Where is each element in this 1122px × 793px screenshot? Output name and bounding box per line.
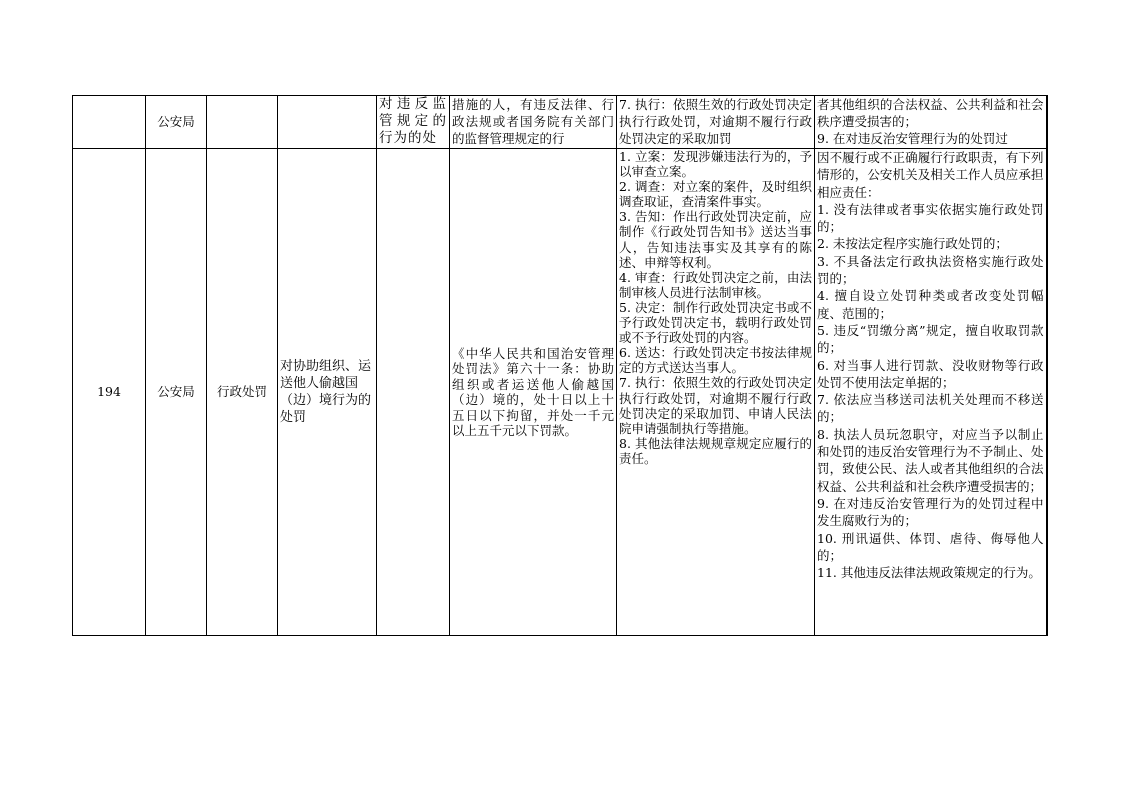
responsibility-line: 4. 擅自设立处罚种类或者改变处罚幅度、范围的； — [817, 288, 1044, 321]
table-row — [73, 96, 1047, 149]
responsibility-line: 5. 违反“罚缴分离”规定，擅自收取罚款的； — [817, 322, 1044, 356]
procedure-cell — [617, 149, 815, 636]
responsibility-line: 2. 未按法定程序实施行政处罚的； — [817, 236, 1008, 252]
legal-basis-cell: 《中华人民共和国治安管理处罚法》第六十一条：协助组织或者运送他人偷越国（边）境的，处十日以上十五日以下拘留，并处一千元以上五千元以下罚款。 — [450, 149, 617, 636]
responsibility-line: 因不履行或不正确履行行政职责，有下列情形的，公安机关及相关工作人员应承担相应责任： — [817, 150, 1044, 200]
procedure-line: 5. 决定：制作行政处罚决定书或不予行政处罚决定书，载明行政处罚或不予行政处罚的内容。 — [619, 299, 812, 346]
responsibility-line: 1. 没有法律或者事实依据实施行政处罚的； — [817, 201, 1044, 235]
procedure-line: 2. 调查：对立案的案件，及时组织调查取证，查清案件事实。 — [619, 179, 812, 210]
responsibility-line: 7. 依法应当移送司法机关处理而不移送的； — [817, 392, 1044, 425]
basis-extra-text: 对违反监管规定的行为的处 — [379, 96, 447, 146]
responsibility-line: 者其他组织的合法权益、公共利益和社会秩序遭受损害的； — [817, 97, 1044, 129]
department-cell: 公安局 — [146, 96, 207, 149]
responsibility-line: 10. 刑讯逼供、体罚、虐待、侮辱他人的； — [817, 530, 1044, 563]
procedure-line: 3. 告知：作出行政处罚决定前，应制作《行政处罚告知书》送达当事人，告知违法事实及其享有的陈述、申辩等权利。 — [619, 209, 812, 270]
procedure-line: 6. 送达：行政处罚决定书按法律规定的方式送达当事人。 — [619, 345, 812, 376]
category-cell — [207, 96, 278, 149]
item-name-cell — [278, 96, 377, 149]
responsibility-cell — [815, 96, 1047, 149]
responsibility-line: 8. 执法人员玩忽职守，对应当予以制止和处罚的违反治安管理行为不予制止、处罚，致使公民、法人或者其他组织的合法权益、公共利益和社会秩序遭受损害的； — [817, 426, 1044, 494]
procedure-line: 1. 立案：发现涉嫌违法行为的，予以审查立案。 — [619, 149, 812, 180]
responsibility-line: 9. 在对违反治安管理行为的处罚过程中发生腐败行为的； — [817, 495, 1044, 529]
responsibility-cell — [815, 149, 1047, 636]
table-row — [73, 149, 1047, 636]
item-name-cell: 对协助组织、运送他人偷越国（边）境行为的处罚 — [278, 149, 377, 636]
responsibility-table — [72, 95, 1048, 636]
category-cell: 行政处罚 — [207, 149, 278, 636]
responsibility-line: 3. 不具备法定行政执法资格实施行政处罚的； — [817, 253, 1044, 287]
procedure-cell — [617, 96, 815, 149]
basis-extra-cell — [377, 149, 450, 636]
procedure-line: 8. 其他法律法规规章规定应履行的责任。 — [619, 435, 812, 466]
row-number — [73, 96, 146, 149]
responsibility-line: 9. 在对违反治安管理行为的处罚过 — [817, 131, 1008, 146]
responsibility-line: 11. 其他违反法律法规政策规定的行为。 — [817, 565, 1041, 581]
procedure-line: 4. 审查：行政处罚决定之前，由法制审核人员进行法制审核。 — [619, 269, 812, 300]
legal-basis-text: 措施的人，有违反法律、行政法规或者国务院有关部门的监督管理规定的行 — [452, 97, 614, 146]
department-cell: 公安局 — [146, 149, 207, 636]
responsibility-line: 6. 对当事人进行罚款、没收财物等行政处罚不使用法定单据的； — [817, 357, 1044, 390]
legal-basis-cell — [450, 96, 617, 149]
basis-extra-cell — [377, 96, 450, 149]
row-number: 194 — [73, 149, 146, 636]
procedure-line: 7. 执行：依照生效的行政处罚决定执行行政处罚，对逾期不履行行政处罚决定的采取加罚、申请人民法院申请强制执行等措施。 — [619, 375, 812, 436]
procedure-line: 7. 执行：依照生效的行政处罚决定执行行政处罚，对逾期不履行行政处罚决定的采取加罚 — [619, 97, 812, 146]
